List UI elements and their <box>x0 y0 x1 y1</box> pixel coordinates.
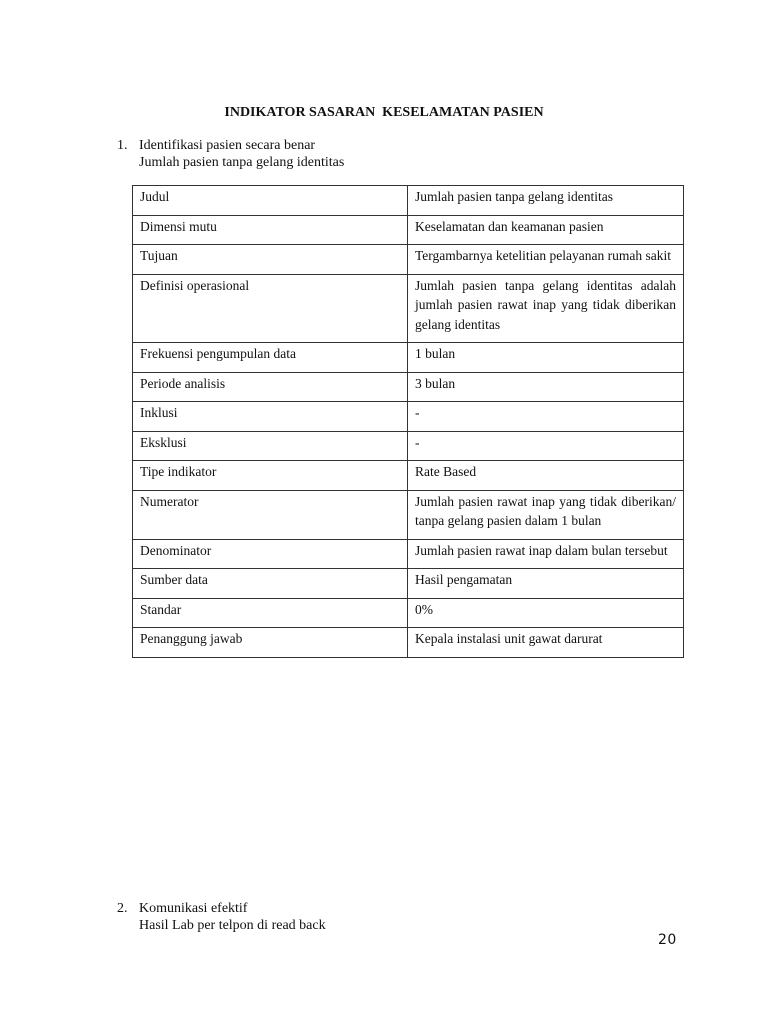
row-label: Inklusi <box>133 402 408 432</box>
row-label: Standar <box>133 598 408 628</box>
row-label: Sumber data <box>133 569 408 599</box>
row-value: - <box>408 431 684 461</box>
table-row <box>133 372 684 402</box>
table-row <box>133 215 684 245</box>
row-label: Definisi operasional <box>133 274 408 343</box>
row-value: Jumlah pasien rawat inap yang tidak diberikan/ tanpa gelang pasien dalam 1 bulan <box>408 490 684 539</box>
row-value: Tergambarnya ketelitian pelayanan rumah sakit <box>408 245 684 275</box>
row-value: Jumlah pasien tanpa gelang identitas adalah jumlah pasien rawat inap yang tidak diberikan gelang identitas <box>408 274 684 343</box>
row-value: Hasil pengamatan <box>408 569 684 599</box>
table-row <box>133 461 684 491</box>
table-row <box>133 274 684 343</box>
table-row <box>133 245 684 275</box>
row-label: Periode analisis <box>133 372 408 402</box>
row-value: Jumlah pasien tanpa gelang identitas <box>408 186 684 216</box>
row-label: Eksklusi <box>133 431 408 461</box>
section-subheading: Jumlah pasien tanpa gelang identitas <box>139 155 345 170</box>
table-row <box>133 186 684 216</box>
section-heading: Identifikasi pasien secara benar <box>139 138 316 153</box>
table-row <box>133 431 684 461</box>
row-label: Numerator <box>133 490 408 539</box>
row-value: Jumlah pasien rawat inap dalam bulan tersebut <box>408 539 684 569</box>
table-row <box>133 539 684 569</box>
indicator-table <box>132 185 684 658</box>
table-row <box>133 402 684 432</box>
table-row <box>133 628 684 658</box>
section-subheading: Hasil Lab per telpon di read back <box>139 918 326 933</box>
row-value: Keselamatan dan keamanan pasien <box>408 215 684 245</box>
row-label: Dimensi mutu <box>133 215 408 245</box>
table-row <box>133 598 684 628</box>
section-heading: Komunikasi efektif <box>139 901 248 916</box>
row-label: Frekuensi pengumpulan data <box>133 343 408 373</box>
section-number: 1. <box>117 138 128 153</box>
row-value: Kepala instalasi unit gawat darurat <box>408 628 684 658</box>
row-label: Tipe indikator <box>133 461 408 491</box>
table-row <box>133 490 684 539</box>
row-value: 0% <box>408 598 684 628</box>
table-row <box>133 343 684 373</box>
row-value: Rate Based <box>408 461 684 491</box>
section-number: 2. <box>117 901 128 916</box>
row-value: - <box>408 402 684 432</box>
document-title: INDIKATOR SASARAN KESELAMATAN PASIEN <box>224 105 544 120</box>
row-label: Penanggung jawab <box>133 628 408 658</box>
row-label: Judul <box>133 186 408 216</box>
row-value: 3 bulan <box>408 372 684 402</box>
page-number: 20 <box>658 932 677 948</box>
row-label: Tujuan <box>133 245 408 275</box>
table-row <box>133 569 684 599</box>
row-label: Denominator <box>133 539 408 569</box>
row-value: 1 bulan <box>408 343 684 373</box>
